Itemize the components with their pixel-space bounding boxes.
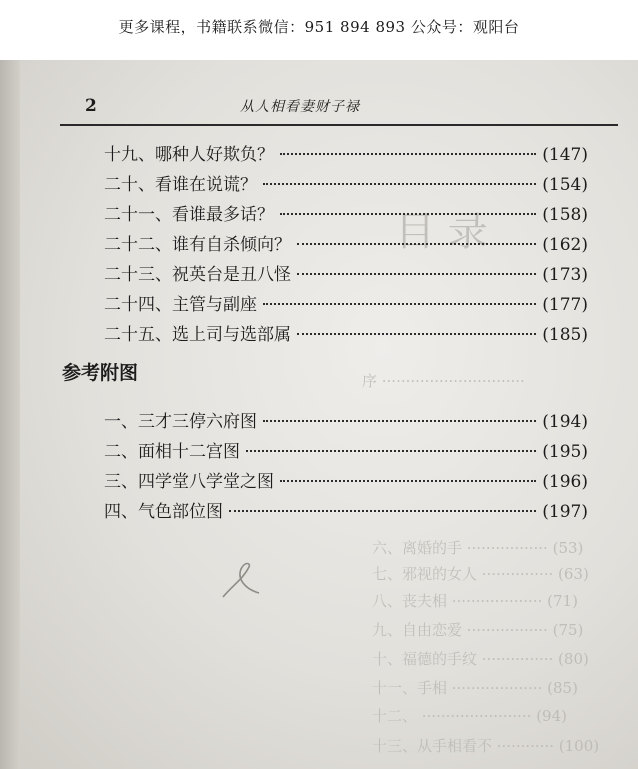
toc-entry-page: (147): [542, 145, 588, 165]
bleed-through-mark: 十三、从手相看不 ············ (100): [372, 737, 600, 755]
toc-entry-page: (173): [542, 265, 588, 285]
toc-entry-title: 二十五、选上司与选部属: [104, 325, 291, 345]
bleed-through-mark: 七、邪视的女人 ··············· (63): [372, 565, 589, 583]
toc-entry-page: (185): [542, 325, 588, 345]
bleed-through-mark: 九、自由恋爱 ················· (75): [372, 621, 584, 639]
appendix-heading: 参考附图: [62, 362, 139, 384]
toc-entry-title: 二十一、看谁最多话？: [104, 205, 274, 225]
toc-entry: [104, 264, 588, 286]
toc-entry: [104, 234, 588, 256]
dot-leader: [280, 213, 536, 215]
bleed-through-mark: 六、离婚的手 ················· (53): [372, 539, 584, 557]
toc-entry-page: (197): [542, 502, 588, 522]
toc-entry: [104, 294, 588, 316]
toc-entry-title: 三、四学堂八学堂之图: [104, 472, 274, 492]
pen-stroke-mark: [215, 555, 275, 605]
dot-leader: [280, 480, 536, 482]
toc-entry-page: (162): [542, 235, 588, 255]
page-edge-shadow: [0, 60, 20, 769]
toc-entry-page: (158): [542, 205, 588, 225]
toc-entry-title: 一、三才三停六府图: [104, 412, 257, 432]
toc-entry-title: 二十二、谁有自杀倾向？: [104, 235, 291, 255]
dot-leader: [297, 243, 536, 245]
watermark-band: [0, 0, 638, 60]
toc-entry-title: 二十三、祝英台是丑八怪: [104, 265, 291, 285]
bleed-through-mark: 八、丧夫相 ··················· (71): [372, 592, 578, 610]
dot-leader: [246, 450, 536, 452]
toc-entry-title: 四、气色部位图: [104, 502, 223, 522]
bleed-through-mark: 十一、手相 ··················· (85): [372, 679, 578, 697]
toc-entry: [104, 324, 588, 346]
toc-entry: [104, 174, 588, 196]
appendix-entry: [104, 471, 588, 493]
toc-entry-title: 二、面相十二宫图: [104, 442, 240, 462]
dot-leader: [229, 510, 536, 512]
toc-entry: [104, 204, 588, 226]
toc-entry-page: (177): [542, 295, 588, 315]
toc-entry: [104, 144, 588, 166]
appendix-entry: [104, 501, 588, 523]
toc-entry-page: (195): [542, 442, 588, 462]
page-number: 2: [85, 96, 97, 116]
dot-leader: [263, 303, 536, 305]
appendix-entry: [104, 441, 588, 463]
dot-leader: [280, 153, 536, 155]
bleed-through-mark: 十二、 ······················· (94): [372, 707, 567, 725]
dot-leader: [297, 333, 536, 335]
appendix-entry: [104, 411, 588, 433]
dot-leader: [297, 273, 536, 275]
toc-entry-title: 二十、看谁在说谎？: [104, 175, 257, 195]
toc-entry-page: (194): [542, 412, 588, 432]
running-head: 从人相看妻财子禄: [240, 99, 360, 115]
header-rule: [60, 124, 618, 126]
watermark-text: 更多课程，书籍联系微信：951 894 893 公众号：观阳台: [118, 18, 520, 36]
toc-entry-title: 十九、哪种人好欺负？: [104, 145, 274, 165]
toc-entry-page: (154): [542, 175, 588, 195]
bleed-through-mark: 序 ······························: [362, 372, 525, 390]
toc-entry-title: 二十四、主管与副座: [104, 295, 257, 315]
dot-leader: [263, 420, 536, 422]
dot-leader: [263, 183, 536, 185]
toc-entry-page: (196): [542, 472, 588, 492]
bleed-through-mark: 十、福德的手纹 ··············· (80): [372, 650, 589, 668]
bleed-through-mark: 目 录: [395, 209, 488, 255]
